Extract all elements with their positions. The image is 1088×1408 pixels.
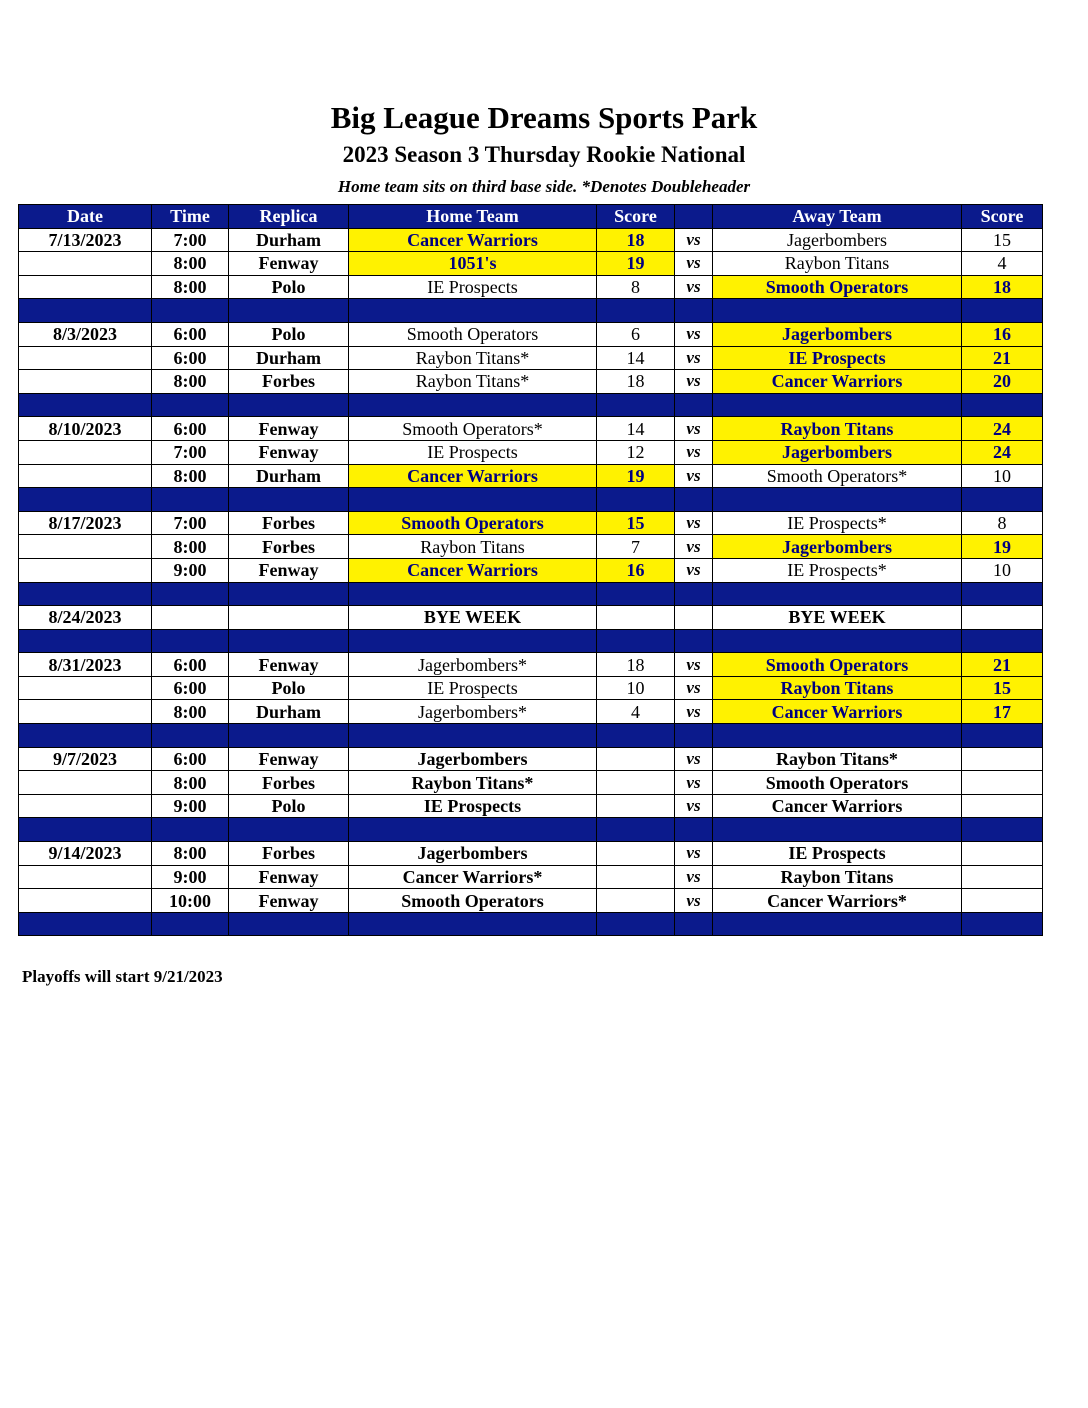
replica-cell: Fenway: [229, 865, 349, 889]
date-cell: [19, 440, 152, 464]
replica-cell: Fenway: [229, 653, 349, 677]
home-team-cell: Jagerbombers*: [349, 700, 597, 724]
home-score-cell: 16: [597, 558, 675, 582]
game-row: [19, 865, 1043, 889]
replica-cell: Fenway: [229, 417, 349, 441]
vs-cell: vs: [675, 464, 713, 488]
away-team-cell: IE Prospects*: [713, 558, 962, 582]
separator-cell: [675, 488, 713, 512]
away-score-cell: [962, 865, 1043, 889]
vs-cell: vs: [675, 865, 713, 889]
separator-cell: [962, 582, 1043, 606]
away-team-cell: Cancer Warriors: [713, 370, 962, 394]
time-cell: 9:00: [152, 558, 229, 582]
home-score-cell: 12: [597, 440, 675, 464]
vs-cell: vs: [675, 370, 713, 394]
home-score-cell: [597, 865, 675, 889]
away-team-cell: Raybon Titans: [713, 417, 962, 441]
game-row: [19, 370, 1043, 394]
vs-cell: vs: [675, 794, 713, 818]
away-score-cell: 10: [962, 464, 1043, 488]
date-cell: [19, 558, 152, 582]
away-score-cell: 18: [962, 275, 1043, 299]
replica-cell: Fenway: [229, 252, 349, 276]
away-team-cell: Jagerbombers: [713, 322, 962, 346]
separator-cell: [152, 629, 229, 653]
away-team-cell: Raybon Titans: [713, 252, 962, 276]
separator-cell: [229, 488, 349, 512]
separator-cell: [675, 912, 713, 936]
separator-cell: [349, 393, 597, 417]
separator-cell: [152, 912, 229, 936]
game-row: [19, 771, 1043, 795]
vs-cell: vs: [675, 700, 713, 724]
home-team-cell: Jagerbombers: [349, 747, 597, 771]
game-row: [19, 535, 1043, 559]
separator-cell: [713, 818, 962, 842]
time-cell: 10:00: [152, 889, 229, 913]
date-cell: 8/17/2023: [19, 511, 152, 535]
away-score-cell: 17: [962, 700, 1043, 724]
home-team-cell: Smooth Operators*: [349, 417, 597, 441]
home-team-cell: IE Prospects: [349, 275, 597, 299]
date-cell: [19, 346, 152, 370]
away-score-cell: 19: [962, 535, 1043, 559]
replica-cell: Durham: [229, 346, 349, 370]
home-team-cell: Smooth Operators: [349, 511, 597, 535]
date-cell: [19, 676, 152, 700]
separator-cell: [229, 299, 349, 323]
separator-row: [19, 818, 1043, 842]
vs-cell: [675, 606, 713, 630]
separator-cell: [229, 912, 349, 936]
away-team-cell: Cancer Warriors: [713, 700, 962, 724]
separator-cell: [349, 488, 597, 512]
home-score-cell: [597, 771, 675, 795]
away-score-cell: 21: [962, 653, 1043, 677]
separator-cell: [962, 724, 1043, 748]
separator-row: [19, 299, 1043, 323]
replica-cell: [229, 606, 349, 630]
game-row: [19, 842, 1043, 866]
away-team-cell: Jagerbombers: [713, 440, 962, 464]
home-score-cell: 10: [597, 676, 675, 700]
separator-cell: [675, 582, 713, 606]
home-score-cell: 19: [597, 464, 675, 488]
date-cell: 7/13/2023: [19, 228, 152, 252]
separator-cell: [962, 629, 1043, 653]
home-score-cell: 18: [597, 370, 675, 394]
vs-cell: vs: [675, 275, 713, 299]
vs-cell: vs: [675, 440, 713, 464]
game-row: [19, 322, 1043, 346]
vs-cell: vs: [675, 417, 713, 441]
replica-cell: Forbes: [229, 771, 349, 795]
separator-cell: [597, 724, 675, 748]
separator-cell: [597, 818, 675, 842]
game-row: [19, 794, 1043, 818]
separator-row: [19, 393, 1043, 417]
replica-cell: Polo: [229, 794, 349, 818]
home-team-cell: IE Prospects: [349, 440, 597, 464]
vs-cell: vs: [675, 771, 713, 795]
separator-cell: [675, 818, 713, 842]
game-row: [19, 676, 1043, 700]
separator-cell: [713, 299, 962, 323]
col-header-date: Date: [19, 205, 152, 229]
away-score-cell: [962, 889, 1043, 913]
replica-cell: Fenway: [229, 889, 349, 913]
home-team-cell: Raybon Titans*: [349, 771, 597, 795]
time-cell: 8:00: [152, 275, 229, 299]
time-cell: 6:00: [152, 346, 229, 370]
away-score-cell: [962, 606, 1043, 630]
separator-cell: [19, 818, 152, 842]
away-score-cell: 24: [962, 417, 1043, 441]
col-header-replica: Replica: [229, 205, 349, 229]
home-score-cell: [597, 794, 675, 818]
away-score-cell: 16: [962, 322, 1043, 346]
separator-cell: [713, 393, 962, 417]
game-row: [19, 464, 1043, 488]
game-row: [19, 252, 1043, 276]
away-score-cell: 21: [962, 346, 1043, 370]
separator-cell: [597, 912, 675, 936]
separator-cell: [152, 393, 229, 417]
vs-cell: vs: [675, 558, 713, 582]
separator-cell: [229, 582, 349, 606]
home-team-cell: Jagerbombers*: [349, 653, 597, 677]
replica-cell: Fenway: [229, 440, 349, 464]
home-score-cell: 14: [597, 417, 675, 441]
home-team-cell: Smooth Operators: [349, 889, 597, 913]
home-team-cell: Cancer Warriors: [349, 228, 597, 252]
time-cell: 8:00: [152, 252, 229, 276]
home-team-cell: Cancer Warriors: [349, 558, 597, 582]
home-score-cell: 15: [597, 511, 675, 535]
header-row: [19, 205, 1043, 229]
date-cell: 8/3/2023: [19, 322, 152, 346]
date-cell: [19, 535, 152, 559]
date-cell: [19, 865, 152, 889]
home-score-cell: 18: [597, 228, 675, 252]
time-cell: 8:00: [152, 464, 229, 488]
time-cell: 6:00: [152, 676, 229, 700]
separator-row: [19, 724, 1043, 748]
home-score-cell: 18: [597, 653, 675, 677]
time-cell: 8:00: [152, 842, 229, 866]
game-row: [19, 275, 1043, 299]
replica-cell: Durham: [229, 700, 349, 724]
separator-cell: [229, 629, 349, 653]
separator-cell: [349, 299, 597, 323]
separator-cell: [152, 724, 229, 748]
vs-cell: vs: [675, 346, 713, 370]
separator-row: [19, 629, 1043, 653]
col-header-home-score: Score: [597, 205, 675, 229]
date-cell: 8/24/2023: [19, 606, 152, 630]
away-score-cell: [962, 771, 1043, 795]
vs-cell: vs: [675, 747, 713, 771]
separator-cell: [713, 724, 962, 748]
separator-cell: [597, 299, 675, 323]
date-cell: [19, 370, 152, 394]
separator-cell: [597, 488, 675, 512]
separator-cell: [19, 299, 152, 323]
separator-cell: [962, 393, 1043, 417]
time-cell: 8:00: [152, 535, 229, 559]
separator-cell: [597, 393, 675, 417]
replica-cell: Durham: [229, 228, 349, 252]
separator-cell: [19, 912, 152, 936]
col-header-away-score: Score: [962, 205, 1043, 229]
away-team-cell: Raybon Titans: [713, 865, 962, 889]
schedule-body: [19, 228, 1043, 936]
away-team-cell: Smooth Operators*: [713, 464, 962, 488]
separator-cell: [19, 724, 152, 748]
separator-cell: [229, 724, 349, 748]
time-cell: [152, 606, 229, 630]
time-cell: 6:00: [152, 653, 229, 677]
home-score-cell: 7: [597, 535, 675, 559]
home-team-cell: 1051's: [349, 252, 597, 276]
replica-cell: Forbes: [229, 511, 349, 535]
game-row: [19, 747, 1043, 771]
replica-cell: Forbes: [229, 535, 349, 559]
replica-cell: Polo: [229, 676, 349, 700]
game-row: [19, 558, 1043, 582]
header-note: Home team sits on third base side. *Denotes Doubleheader: [337, 177, 751, 196]
separator-row: [19, 912, 1043, 936]
away-team-cell: Smooth Operators: [713, 275, 962, 299]
away-score-cell: 8: [962, 511, 1043, 535]
away-score-cell: 15: [962, 676, 1043, 700]
time-cell: 8:00: [152, 771, 229, 795]
separator-cell: [152, 818, 229, 842]
separator-cell: [962, 299, 1043, 323]
away-team-cell: Cancer Warriors: [713, 794, 962, 818]
away-score-cell: 24: [962, 440, 1043, 464]
home-score-cell: 4: [597, 700, 675, 724]
replica-cell: Forbes: [229, 842, 349, 866]
date-cell: [19, 794, 152, 818]
game-row: [19, 440, 1043, 464]
replica-cell: Fenway: [229, 747, 349, 771]
separator-cell: [349, 582, 597, 606]
time-cell: 7:00: [152, 511, 229, 535]
time-cell: 6:00: [152, 417, 229, 441]
home-team-cell: Raybon Titans: [349, 535, 597, 559]
separator-cell: [675, 629, 713, 653]
home-score-cell: [597, 606, 675, 630]
col-header-home-team: Home Team: [349, 205, 597, 229]
away-team-cell: Raybon Titans: [713, 676, 962, 700]
time-cell: 8:00: [152, 700, 229, 724]
schedule-table: [18, 204, 1043, 936]
separator-cell: [675, 299, 713, 323]
separator-row: [19, 488, 1043, 512]
separator-cell: [962, 912, 1043, 936]
date-cell: 8/10/2023: [19, 417, 152, 441]
playoffs-note: Playoffs will start 9/21/2023: [22, 967, 223, 986]
home-team-cell: Cancer Warriors*: [349, 865, 597, 889]
date-cell: [19, 889, 152, 913]
home-team-cell: BYE WEEK: [349, 606, 597, 630]
game-row: [19, 700, 1043, 724]
vs-cell: vs: [675, 842, 713, 866]
separator-cell: [349, 818, 597, 842]
page-title: Big League Dreams Sports Park: [330, 100, 758, 135]
vs-cell: vs: [675, 228, 713, 252]
away-score-cell: 10: [962, 558, 1043, 582]
date-cell: [19, 700, 152, 724]
vs-cell: vs: [675, 511, 713, 535]
time-cell: 9:00: [152, 794, 229, 818]
home-team-cell: Jagerbombers: [349, 842, 597, 866]
home-team-cell: Cancer Warriors: [349, 464, 597, 488]
home-score-cell: 19: [597, 252, 675, 276]
separator-cell: [713, 488, 962, 512]
home-score-cell: [597, 842, 675, 866]
separator-cell: [152, 299, 229, 323]
home-team-cell: Raybon Titans*: [349, 346, 597, 370]
replica-cell: Durham: [229, 464, 349, 488]
home-score-cell: 6: [597, 322, 675, 346]
replica-cell: Polo: [229, 275, 349, 299]
away-team-cell: Raybon Titans*: [713, 747, 962, 771]
home-score-cell: 8: [597, 275, 675, 299]
separator-cell: [152, 582, 229, 606]
away-score-cell: 20: [962, 370, 1043, 394]
page-subtitle: 2023 Season 3 Thursday Rookie National: [342, 142, 746, 167]
away-team-cell: BYE WEEK: [713, 606, 962, 630]
vs-cell: vs: [675, 535, 713, 559]
away-score-cell: 15: [962, 228, 1043, 252]
date-cell: [19, 275, 152, 299]
separator-cell: [962, 818, 1043, 842]
time-cell: 7:00: [152, 440, 229, 464]
away-team-cell: Cancer Warriors*: [713, 889, 962, 913]
time-cell: 6:00: [152, 322, 229, 346]
home-score-cell: 14: [597, 346, 675, 370]
col-header-vs: [675, 205, 713, 229]
vs-cell: vs: [675, 676, 713, 700]
away-score-cell: [962, 794, 1043, 818]
separator-row: [19, 582, 1043, 606]
time-cell: 6:00: [152, 747, 229, 771]
separator-cell: [349, 912, 597, 936]
date-cell: 8/31/2023: [19, 653, 152, 677]
away-team-cell: Smooth Operators: [713, 771, 962, 795]
separator-cell: [597, 582, 675, 606]
separator-cell: [19, 488, 152, 512]
separator-cell: [19, 582, 152, 606]
separator-cell: [675, 724, 713, 748]
game-row: [19, 228, 1043, 252]
away-score-cell: [962, 747, 1043, 771]
game-row: [19, 889, 1043, 913]
col-header-time: Time: [152, 205, 229, 229]
date-cell: [19, 771, 152, 795]
date-cell: 9/7/2023: [19, 747, 152, 771]
game-row: [19, 346, 1043, 370]
time-cell: 8:00: [152, 370, 229, 394]
separator-cell: [713, 582, 962, 606]
separator-cell: [229, 393, 349, 417]
date-cell: [19, 252, 152, 276]
replica-cell: Fenway: [229, 558, 349, 582]
vs-cell: vs: [675, 889, 713, 913]
separator-cell: [713, 629, 962, 653]
separator-cell: [675, 393, 713, 417]
away-team-cell: IE Prospects: [713, 346, 962, 370]
time-cell: 9:00: [152, 865, 229, 889]
separator-cell: [349, 724, 597, 748]
away-team-cell: IE Prospects*: [713, 511, 962, 535]
separator-cell: [152, 488, 229, 512]
home-team-cell: Raybon Titans*: [349, 370, 597, 394]
vs-cell: vs: [675, 252, 713, 276]
bye-week-row: [19, 606, 1043, 630]
home-team-cell: Smooth Operators: [349, 322, 597, 346]
separator-cell: [19, 629, 152, 653]
replica-cell: Forbes: [229, 370, 349, 394]
separator-cell: [349, 629, 597, 653]
separator-cell: [713, 912, 962, 936]
vs-cell: vs: [675, 653, 713, 677]
away-team-cell: IE Prospects: [713, 842, 962, 866]
home-score-cell: [597, 747, 675, 771]
separator-cell: [19, 393, 152, 417]
col-header-away-team: Away Team: [713, 205, 962, 229]
home-score-cell: [597, 889, 675, 913]
separator-cell: [597, 629, 675, 653]
away-team-cell: Smooth Operators: [713, 653, 962, 677]
away-team-cell: Jagerbombers: [713, 228, 962, 252]
time-cell: 7:00: [152, 228, 229, 252]
replica-cell: Polo: [229, 322, 349, 346]
away-team-cell: Jagerbombers: [713, 535, 962, 559]
vs-cell: vs: [675, 322, 713, 346]
home-team-cell: IE Prospects: [349, 794, 597, 818]
separator-cell: [229, 818, 349, 842]
date-cell: 9/14/2023: [19, 842, 152, 866]
date-cell: [19, 464, 152, 488]
game-row: [19, 653, 1043, 677]
separator-cell: [962, 488, 1043, 512]
game-row: [19, 417, 1043, 441]
home-team-cell: IE Prospects: [349, 676, 597, 700]
game-row: [19, 511, 1043, 535]
away-score-cell: [962, 842, 1043, 866]
away-score-cell: 4: [962, 252, 1043, 276]
